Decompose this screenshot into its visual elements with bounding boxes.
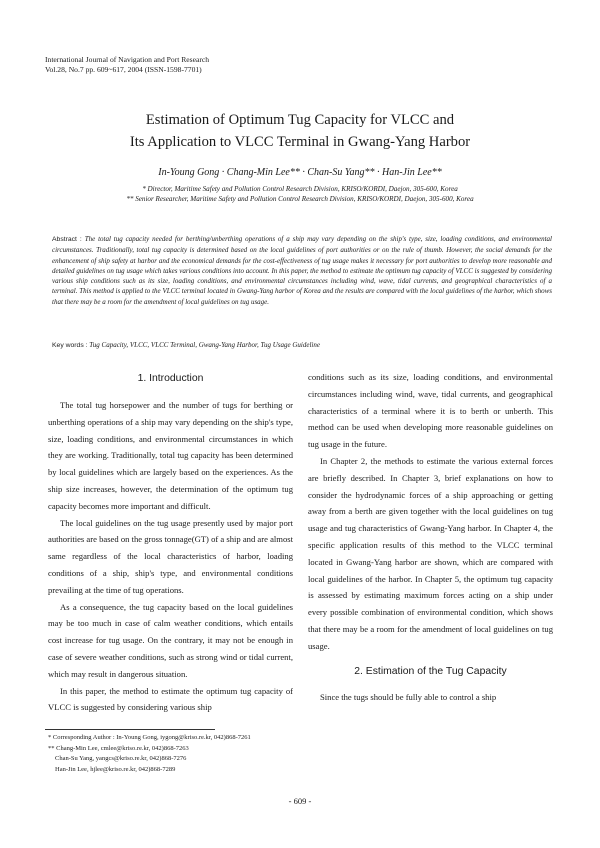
abstract [52, 234, 552, 307]
affiliation-1: * Director, Maritime Safety and Pollution Control Research Division, KRISO/KORDI, Daejon, 305-600, Korea [142, 185, 458, 193]
intro-paragraph-5: conditions such as its size, loading conditions, and environmental circumstances including wind, wave, tidal currents, and geographical characteristics of a terminal where it is to berth or unberth. This method can be used when developing more reasonable guidelines on tug usage in the future. [308, 372, 553, 450]
intro-paragraph-2: The local guidelines on the tug usage presently used by major port authorities are based on the gross tonnage(GT) of a ship and are almost same regardless of the local characteristics of harbor, loading conditions of a ship, ship's type, and environmental conditions prevailing at the time of tug operations. [48, 517, 293, 595]
footnotes [48, 733, 251, 775]
section-2-heading: 2. Estimation of the Tug Capacity [354, 666, 507, 677]
abstract-label: Abstract : [52, 236, 82, 243]
footnote-coauthor-2: Chan-Su Yang, yangcs@kriso.re.kr, 042)868-7276 [55, 755, 187, 763]
journal-name: International Journal of Navigation and Port Research [45, 55, 210, 64]
journal-header [45, 55, 209, 75]
left-column [48, 397, 293, 716]
intro-paragraph-6: In Chapter 2, the methods to estimate the various external forces are briefly described. In Chapter 3, brief explanations on how to consider the hydrodynamic forces of a ship approaching or getting away from a berth are given together with the local guidelines on tug usage and tug characteristics of Gwang-Yang harbor. In Chapter 4, the specific application results of this method to the VLCC terminal located in Gwang-Yang harbor are shown, which are compared with local guidelines of the harbor. In Chapter 5, the optimum tug capacity is assessed by estimating maximum forces acting on a ship under every possible combination of environmental condition, which shows that there may be a room for the amendment of local guidelines on tug usage. [308, 455, 553, 651]
footnote-divider [45, 729, 215, 730]
keywords-text: Tug Capacity, VLCC, VLCC Terminal, Gwang-Yang Harbor, Tug Usage Guideline [89, 341, 320, 349]
paper-title [0, 109, 600, 153]
footnote-coauthor-1: ** Chang-Min Lee, cmlee@kriso.re.kr, 042)868-7263 [48, 744, 189, 752]
keywords [52, 340, 552, 351]
section-2-paragraph-1: Since the tugs should be fully able to control a ship [320, 692, 497, 702]
journal-volume: Vol.28, No.7 pp. 609~617, 2004 (ISSN-1598-7701) [45, 65, 202, 74]
footnote-coauthor-3: Han-Jin Lee, hjlee@kriso.re.kr, 042)868-7289 [55, 765, 176, 773]
keywords-label: Key words : [52, 342, 88, 349]
right-column [308, 369, 553, 655]
author-list: In-Young Gong · Chang-Min Lee** · Chan-Su Yang** · Han-Jin Lee** [158, 167, 442, 178]
intro-paragraph-3: As a consequence, the tug capacity based on the local guidelines may be too much in case of calm weather conditions, which entails cost increase for tug usage. On the contrary, it may not be enough in case of severe weather conditions, such as strong wind or tidal current, which may result in dangerous situation. [48, 601, 293, 679]
section-2-text [308, 689, 553, 706]
title-line-2: Its Application to VLCC Terminal in Gwang-Yang Harbor [129, 134, 471, 150]
page-number: - 609 - [288, 796, 312, 806]
title-line-1: Estimation of Optimum Tug Capacity for VLCC and [145, 112, 455, 128]
footnote-corresponding-author: * Corresponding Author : In-Young Gong, iygong@kriso.re.kr, 042)868-7261 [48, 734, 251, 741]
abstract-text: The total tug capacity needed for berthing/unberthing operations of a ship may vary depending on the ship's type, size, loading conditions, and environmental circumstances. Traditionally, total tug capacity is determined based on the local guidelines of port authorities or on the rule of thumb. However, the social demands for the enhancement of ship safety at harbor and the economical demands for the cost-effectiveness of tug usage makes it necessary for port authorities to develop more reasonable and detailed guidelines on tug usage which takes various conditions into account. In this paper, the method to estimate the optimum tug capacity of VLCC is suggested by considering various ship conditions such as its size, loading conditions, and environmental circumstances including wind, wave, tidal currents, and geographical characteristics of a terminal. This method is applied to the VLCC terminal located in Gwang-Yang harbor of Korea and the results are compared with the local guidelines of the harbor, which shows that there may be a room for the amendment of local guidelines on tug usage. [52, 235, 553, 306]
section-1-heading: 1. Introduction [137, 373, 204, 384]
intro-paragraph-1: The total tug horsepower and the number of tugs for berthing or unberthing operations of a ship may vary depending on the ship's type, size, loading conditions, and environmental circumstances in which they are working. Traditionally, total tug capacity has been determined by local guidelines which are largely based on the experiences. As the ship size increases, however, the determination of the optimum tug capacity becomes more important and difficult. [48, 400, 293, 511]
affiliation-2: ** Senior Researcher, Maritime Safety and Pollution Control Research Division, KRISO/KORDI, Daejon, 305-600, Korea [126, 195, 474, 203]
intro-paragraph-4: In this paper, the method to estimate the optimum tug capacity of VLCC is suggested by considering various ship [48, 685, 293, 713]
